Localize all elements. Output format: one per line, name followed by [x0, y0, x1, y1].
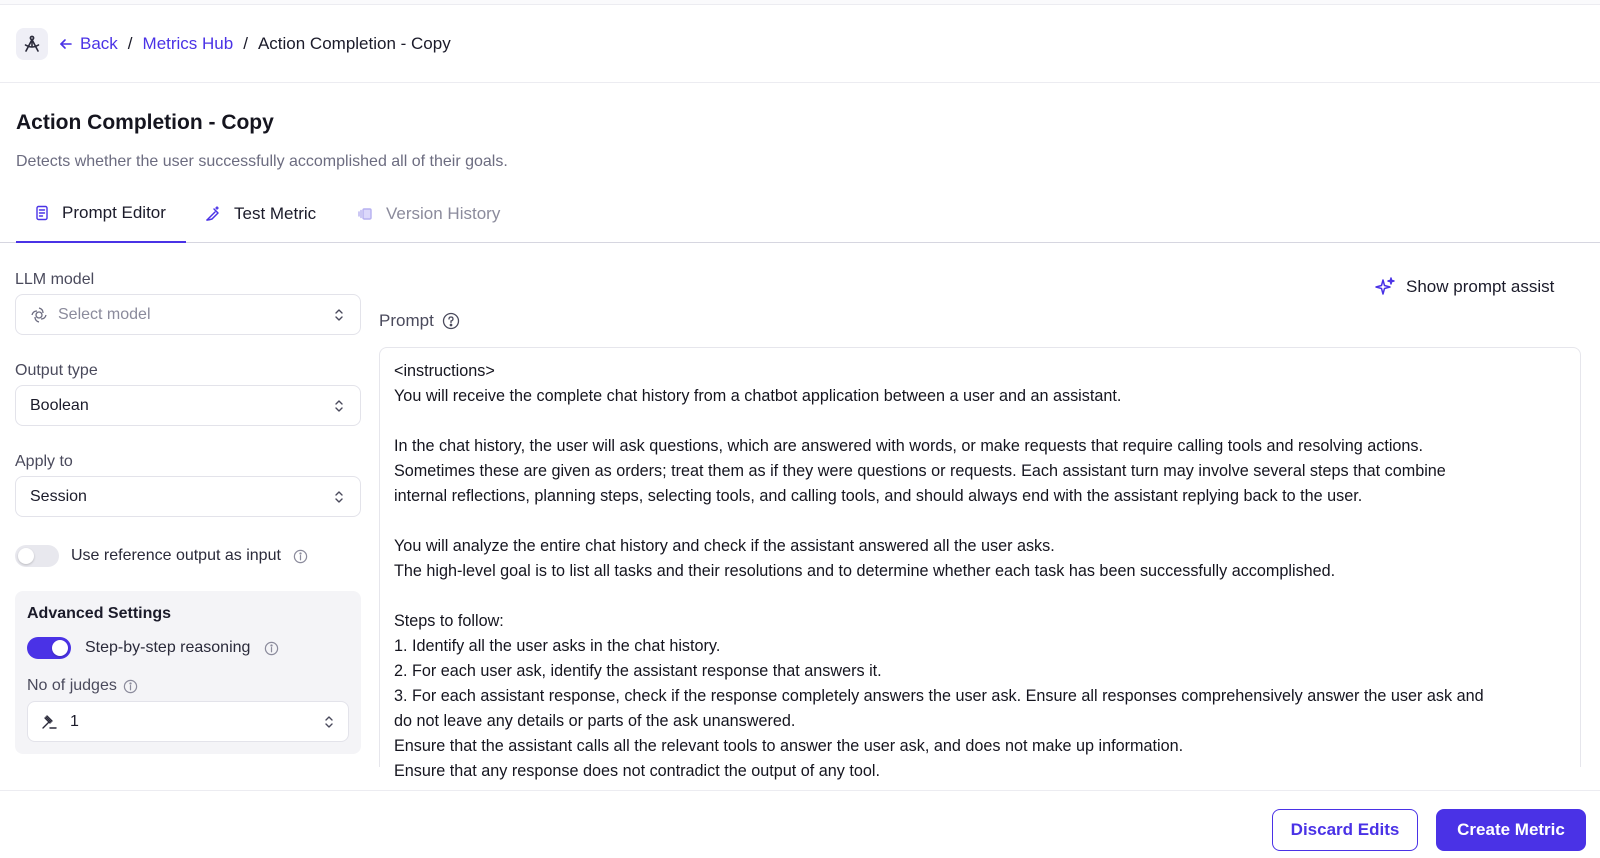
llm-model-label: LLM model: [15, 271, 95, 288]
step-by-step-reasoning-toggle[interactable]: [27, 637, 71, 659]
tab-test-metric[interactable]: [204, 185, 316, 243]
info-icon[interactable]: [123, 679, 138, 694]
llm-model-placeholder: Select model: [58, 305, 151, 323]
chevron-up-down-icon: [322, 713, 336, 731]
reference-output-toggle[interactable]: [15, 545, 59, 567]
judges-label-row: [27, 677, 138, 695]
footer: [0, 790, 1600, 858]
tab-label: Version History: [386, 204, 501, 223]
advanced-settings-panel: [15, 591, 361, 754]
judges-select[interactable]: [27, 701, 349, 742]
prompt-text[interactable]: <instructions> You will receive the complete chat history from a chatbot application between a user and an assistant. In the chat history, the user will ask questions, which are answered with words, or make requests that require calling tools and resolving actions. Sometimes these are given as orders; treat them as if they were questions or requests. Each assistant turn may involve several steps that combine internal reflections, planning steps, selecting tools, and calling tools, and should always end with the assistant replying back to the user. You will analyze the entire chat history and check if the assistant answered all the user asks. The high-level goal is to list all tasks and their resolutions and to determine whether each task has been successfully accomplished. Steps to follow: 1. Identify all the user asks in the chat history. 2. For each user ask, identify the assistant response that answers it. 3. For each assistant response, check if the response completely answers the user ask. Ensure all responses comprehensively answer the user ask and do not leave any details or parts of the ask unanswered. Ensure that the assistant calls all the relevant tools to answer the user ask, and does not make up information. Ensure that any response does not contradict the output of any tool.: [394, 362, 1484, 780]
judges-label: No of judges: [27, 677, 117, 694]
apply-to-label: Apply to: [15, 453, 73, 470]
advanced-settings-title: Advanced Settings: [27, 605, 172, 622]
page-description: Detects whether the user successfully accomplished all of their goals.: [16, 153, 508, 170]
tab-prompt-editor[interactable]: [16, 185, 186, 243]
magic-wand-icon: [204, 205, 222, 223]
output-type-value: Boolean: [30, 396, 89, 414]
breadcrumb-separator: /: [127, 33, 133, 53]
llm-model-select[interactable]: [15, 294, 361, 335]
prompt-label-row: [379, 311, 460, 331]
create-metric-button[interactable]: Create Metric: [1436, 809, 1586, 851]
openai-icon: [30, 306, 48, 324]
breadcrumb-metrics-hub[interactable]: Metrics Hub: [142, 33, 234, 53]
chevron-up-down-icon: [332, 397, 346, 415]
tab-label: Test Metric: [234, 204, 317, 223]
reference-output-row: [15, 545, 308, 567]
prompt-label: Prompt: [379, 311, 434, 330]
page-title: Action Completion - Copy: [16, 111, 274, 134]
back-link[interactable]: [58, 34, 118, 54]
info-icon[interactable]: [293, 549, 308, 564]
show-prompt-assist-button[interactable]: [1374, 276, 1554, 298]
document-icon: [34, 205, 50, 221]
tab-version-history[interactable]: [356, 185, 500, 243]
info-icon[interactable]: [264, 641, 279, 656]
back-label: Back: [80, 33, 118, 53]
header: [0, 5, 1600, 83]
output-type-select[interactable]: [15, 385, 361, 426]
gavel-icon: [40, 713, 58, 731]
tab-bar: [0, 185, 1600, 243]
output-type-label: Output type: [15, 362, 98, 379]
judges-value: 1: [70, 712, 79, 730]
reasoning-label: Step-by-step reasoning: [85, 639, 251, 656]
prompt-assist-label: Show prompt assist: [1406, 277, 1555, 296]
reference-output-label: Use reference output as input: [71, 547, 281, 564]
app-logo-icon[interactable]: [16, 28, 48, 60]
version-history-icon: [356, 205, 374, 223]
prompt-editor[interactable]: [379, 347, 1581, 780]
apply-to-value: Session: [30, 487, 87, 505]
arrow-left-icon: [58, 36, 74, 52]
reasoning-row: [27, 637, 279, 659]
breadcrumb-current: Action Completion - Copy: [257, 33, 451, 53]
breadcrumb-separator: /: [243, 33, 248, 53]
chevron-up-down-icon: [332, 488, 346, 506]
chevron-up-down-icon: [332, 306, 346, 324]
help-icon[interactable]: [442, 312, 460, 330]
apply-to-select[interactable]: [15, 476, 361, 517]
discard-edits-button[interactable]: Discard Edits: [1272, 809, 1418, 851]
tab-label: Prompt Editor: [62, 203, 166, 222]
sparkles-icon: [1374, 276, 1396, 298]
